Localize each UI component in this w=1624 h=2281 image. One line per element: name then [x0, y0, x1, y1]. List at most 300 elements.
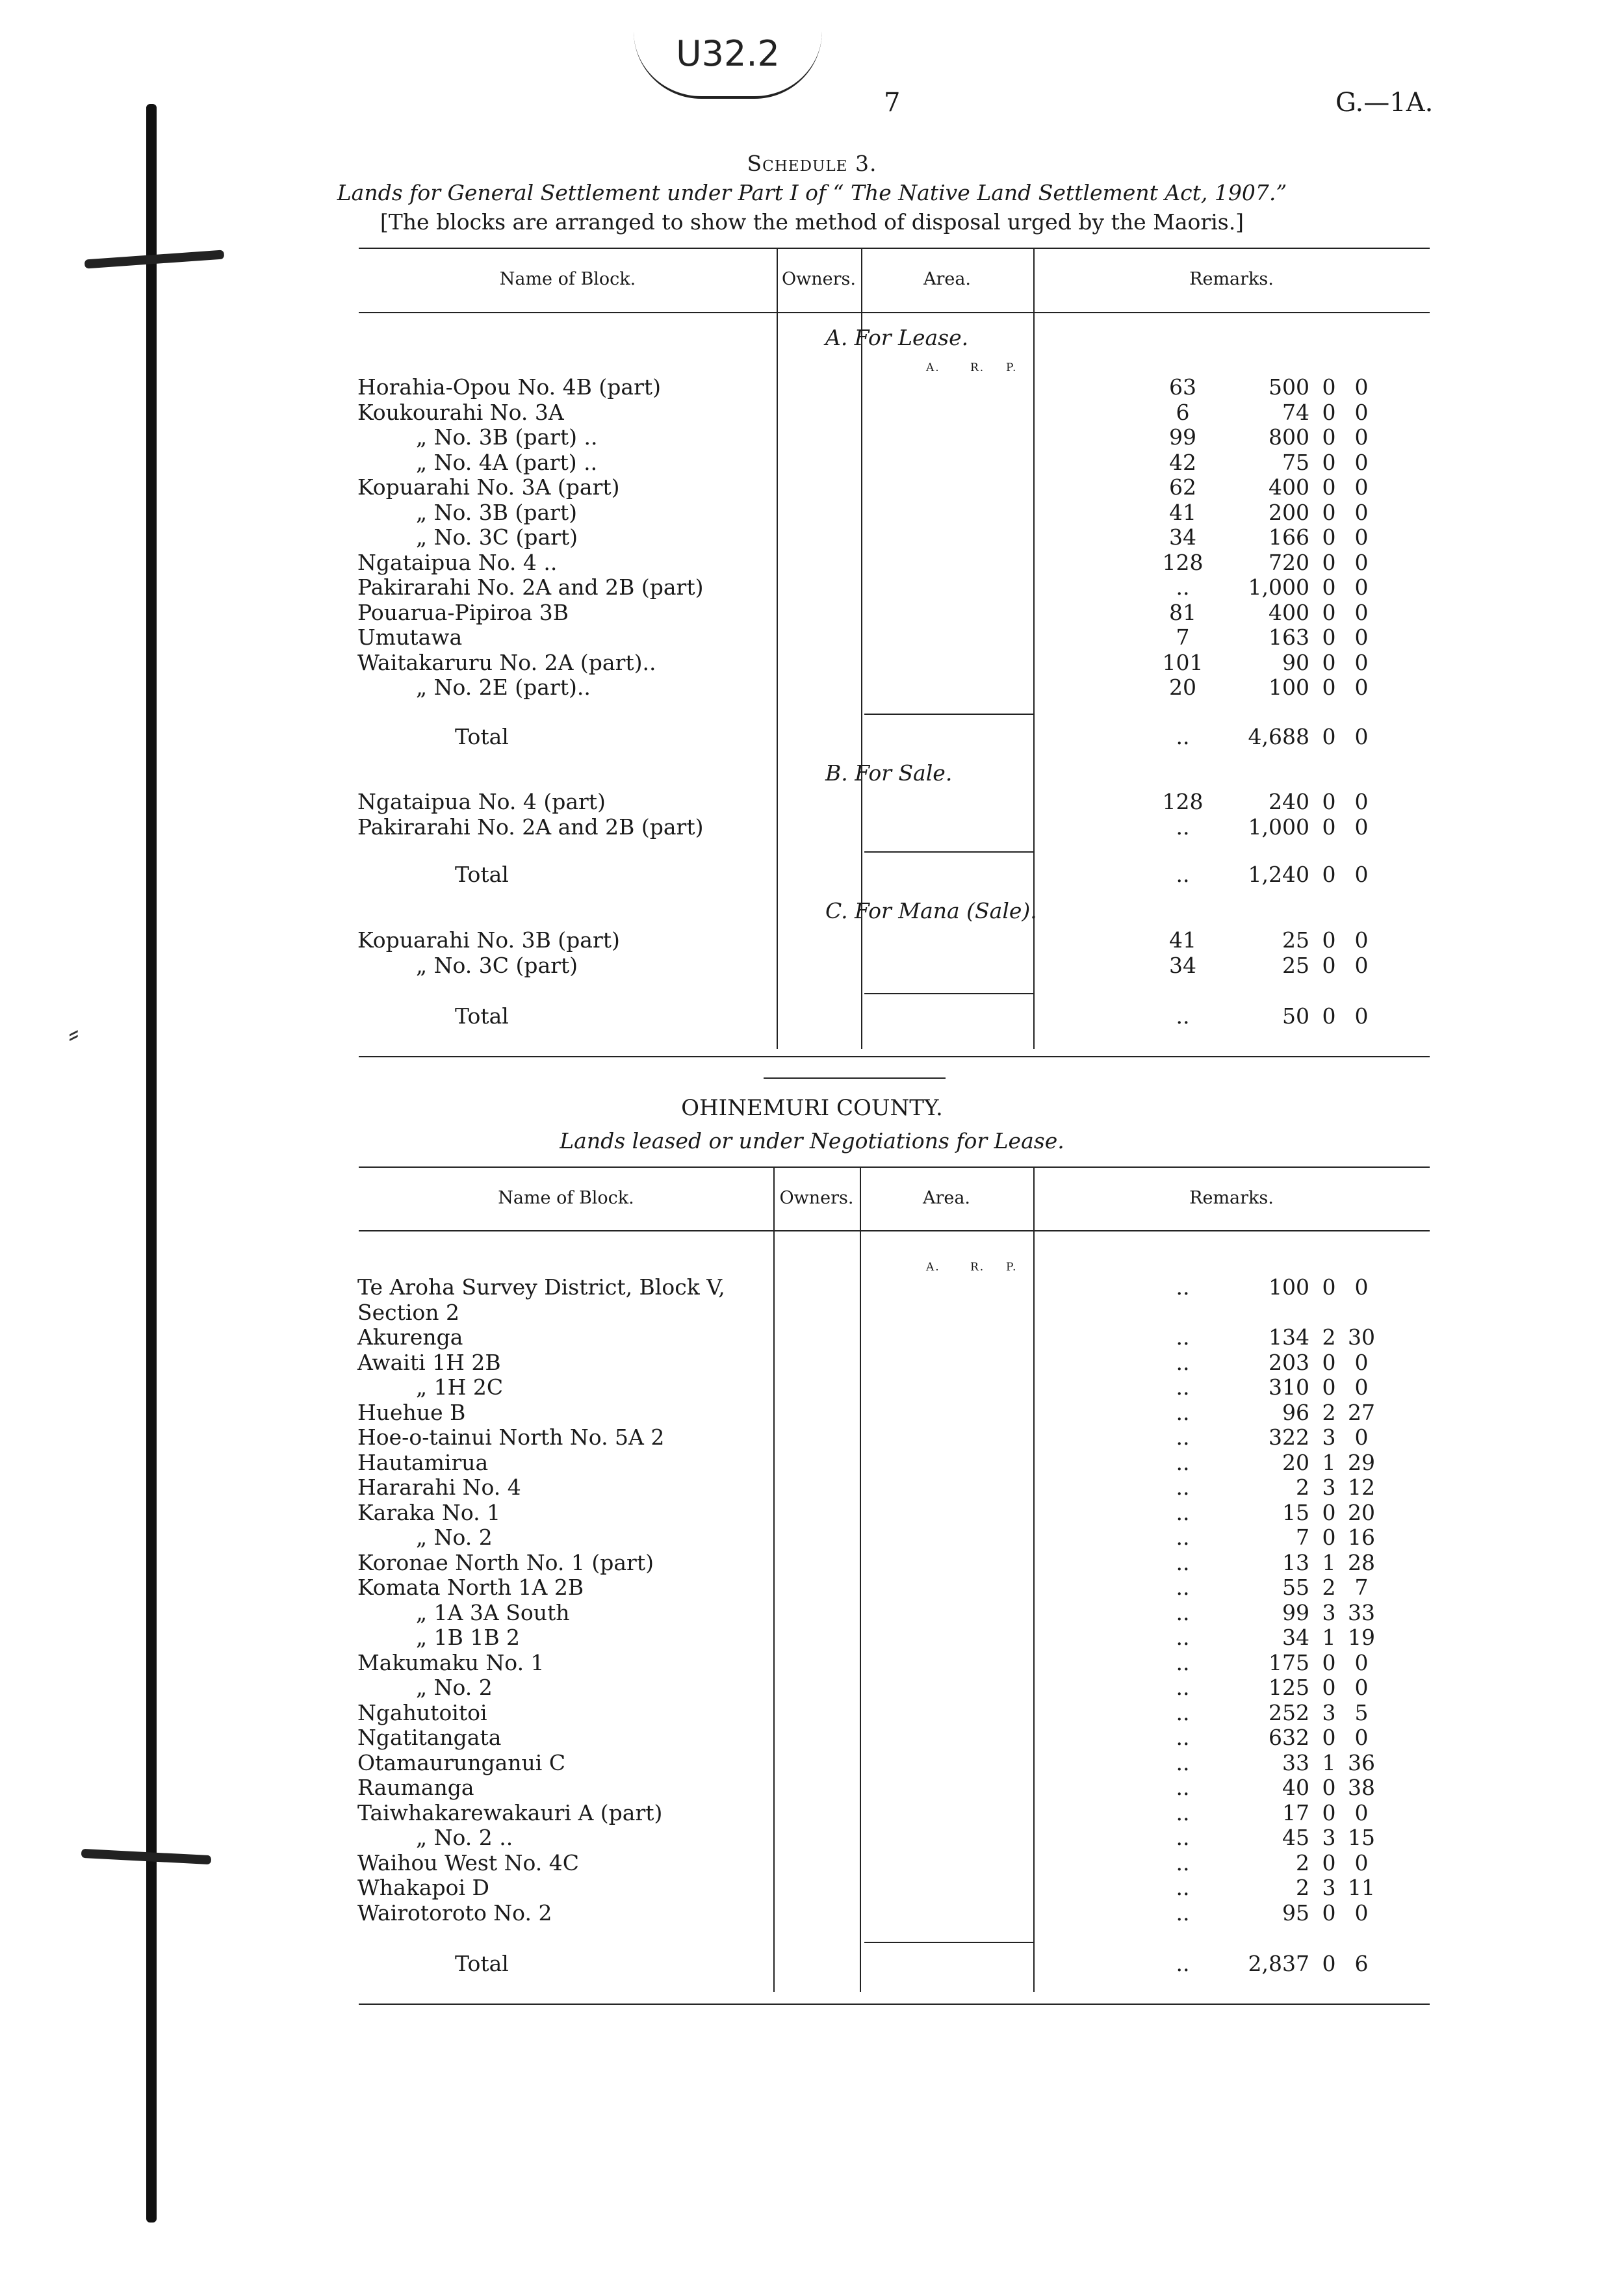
- block-name: Total: [455, 1003, 509, 1029]
- column-rule: [1033, 1166, 1035, 1992]
- area-p-cell: 6: [1354, 1951, 1369, 1976]
- table-row: [357, 449, 1369, 475]
- block-name: Umutawa: [357, 625, 463, 650]
- owners-cell: ..: [1176, 862, 1190, 887]
- area-r-cell: 0: [1322, 549, 1336, 575]
- header-owners: Owners.: [782, 269, 856, 289]
- owners-cell: ..: [1176, 1003, 1190, 1029]
- area-a-cell: 33: [1282, 1749, 1309, 1775]
- area-p-cell: 0: [1354, 789, 1369, 814]
- area-r-cell: 1: [1322, 1749, 1336, 1775]
- area-p-cell: 27: [1348, 1399, 1375, 1425]
- schedule-subtitle: Lands for General Settlement under Part I of “ The Native Land Settlement Act, 1907.”: [337, 180, 1287, 205]
- block-name: Ngatitangata: [357, 1725, 502, 1750]
- table-row: [357, 1575, 1369, 1600]
- area-p-cell: 0: [1354, 599, 1369, 625]
- page-number: 7: [884, 88, 901, 118]
- area-a-cell: 1,000: [1248, 814, 1309, 840]
- owners-cell: ..: [1176, 1399, 1190, 1425]
- block-name: Karaka No. 1: [357, 1499, 501, 1525]
- owners-cell: ..: [1176, 1699, 1190, 1725]
- table-row: [357, 1825, 1375, 1850]
- block-name: Total: [455, 862, 509, 887]
- area-a-cell: 163: [1269, 625, 1309, 650]
- table-row: [357, 599, 1369, 625]
- archive-stamp: U32.2: [634, 31, 822, 99]
- area-a-cell: 75: [1282, 449, 1309, 475]
- header-area: Area.: [923, 269, 972, 289]
- area-r-cell: 0: [1322, 424, 1336, 450]
- total-row: [357, 862, 1369, 887]
- area-r-cell: 0: [1322, 814, 1336, 840]
- owners-cell: ..: [1176, 1675, 1190, 1700]
- owners-cell: ..: [1176, 1799, 1190, 1825]
- schedule-label: Schedule 3.: [747, 151, 877, 176]
- area-r-cell: 0: [1322, 1951, 1336, 1976]
- area-p-cell: 0: [1354, 1349, 1369, 1375]
- area-p-cell: 0: [1354, 649, 1369, 675]
- block-name: „ 1B 1B 2: [416, 1625, 521, 1650]
- owners-cell: ..: [1176, 1324, 1190, 1350]
- owners-cell: 34: [1169, 524, 1196, 550]
- table-rule: [359, 1230, 1430, 1231]
- margin-scribble: ⸗: [68, 1014, 79, 1051]
- table-row: [357, 1799, 1369, 1825]
- block-name: Te Aroha Survey District, Block V,: [357, 1274, 725, 1300]
- area-p-cell: 20: [1348, 1499, 1375, 1525]
- table-row: [357, 1675, 1369, 1700]
- area-p-cell: 0: [1354, 1424, 1369, 1450]
- owners-cell: 20: [1169, 675, 1196, 700]
- area-p-cell: 0: [1354, 1675, 1369, 1700]
- area-p-cell: 0: [1354, 952, 1369, 978]
- schedule-note: [The blocks are arranged to show the method of disposal urged by the Maoris.]: [380, 209, 1244, 235]
- table-row: [357, 574, 1369, 600]
- area-r-cell: 0: [1322, 625, 1336, 650]
- area-r-cell: 0: [1322, 952, 1336, 978]
- area-p-cell: 30: [1348, 1324, 1375, 1350]
- owners-cell: 101: [1162, 649, 1204, 675]
- county-header-remarks: Remarks.: [1189, 1188, 1274, 1208]
- block-name: Whakapoi D: [357, 1875, 490, 1900]
- owners-cell: ..: [1176, 1475, 1190, 1500]
- binding-spine: [146, 104, 157, 2223]
- table-row: [357, 649, 1369, 675]
- area-a-cell: 400: [1269, 599, 1309, 625]
- block-name: Kopuarahi No. 3A (part): [357, 474, 620, 500]
- subtotal-rule: [864, 993, 1033, 994]
- table-rule: [359, 1166, 1430, 1168]
- block-name: Komata North 1A 2B: [357, 1575, 584, 1600]
- block-name: Total: [455, 724, 509, 749]
- total-row: [357, 1003, 1369, 1029]
- total-row: [357, 724, 1369, 749]
- table-row: [357, 1274, 1369, 1300]
- block-name: „ No. 2E (part)..: [416, 675, 591, 700]
- table-row: [357, 1749, 1375, 1775]
- table-row: [357, 1349, 1369, 1375]
- area-a-cell: 100: [1269, 675, 1309, 700]
- area-r-cell: 3: [1322, 1875, 1336, 1900]
- block-name: Huehue B: [357, 1399, 466, 1425]
- block-name: Koukourahi No. 3A: [357, 399, 564, 425]
- area-p-cell: 0: [1354, 449, 1369, 475]
- subtotal-rule: [864, 714, 1033, 715]
- area-p-cell: 33: [1348, 1599, 1375, 1625]
- area-r-cell: 0: [1322, 1003, 1336, 1029]
- area-a-cell: 4,688: [1248, 724, 1309, 749]
- subtotal-rule: [864, 851, 1033, 853]
- block-name: „ 1H 2C: [416, 1374, 504, 1400]
- table-row: [357, 1300, 1033, 1325]
- owners-cell: 81: [1169, 599, 1196, 625]
- table-row: [357, 1875, 1375, 1900]
- block-name: Horahia-Opou No. 4B (part): [357, 374, 661, 400]
- area-r-cell: 0: [1322, 574, 1336, 600]
- area-a-cell: 310: [1269, 1374, 1309, 1400]
- area-r-cell: 0: [1322, 789, 1336, 814]
- unit-a: A.: [926, 361, 940, 374]
- table-row: [357, 675, 1369, 700]
- table-row: [357, 1374, 1369, 1400]
- block-name: Pakirarahi No. 2A and 2B (part): [357, 814, 704, 840]
- owners-cell: ..: [1176, 1575, 1190, 1600]
- table-row: [357, 474, 1369, 500]
- area-a-cell: 252: [1269, 1699, 1309, 1725]
- area-p-cell: 0: [1354, 927, 1369, 953]
- area-p-cell: 0: [1354, 625, 1369, 650]
- table-rule: [359, 248, 1430, 249]
- county-header-owners: Owners.: [779, 1188, 854, 1208]
- owners-cell: ..: [1176, 1649, 1190, 1675]
- table-rule: [359, 312, 1430, 313]
- area-a-cell: 720: [1269, 549, 1309, 575]
- owners-cell: 42: [1169, 449, 1196, 475]
- area-p-cell: 0: [1354, 1900, 1369, 1926]
- area-p-cell: 0: [1354, 549, 1369, 575]
- area-r-cell: 0: [1322, 1374, 1336, 1400]
- section-b-heading: B. For Sale.: [825, 760, 953, 786]
- owners-cell: ..: [1176, 1599, 1190, 1625]
- area-p-cell: 29: [1348, 1449, 1375, 1475]
- area-a-cell: 13: [1282, 1549, 1309, 1575]
- area-a-cell: 800: [1269, 424, 1309, 450]
- block-name: Ngahutoitoi: [357, 1699, 487, 1725]
- area-r-cell: 0: [1322, 524, 1336, 550]
- block-name: Hararahi No. 4: [357, 1475, 521, 1500]
- area-r-cell: 0: [1322, 1775, 1336, 1800]
- area-a-cell: 25: [1282, 927, 1309, 953]
- area-p-cell: 19: [1348, 1625, 1375, 1650]
- subtotal-rule: [864, 1942, 1033, 1943]
- area-a-cell: 40: [1282, 1775, 1309, 1800]
- area-p-cell: 7: [1354, 1575, 1369, 1600]
- area-p-cell: 36: [1348, 1749, 1375, 1775]
- area-p-cell: 0: [1354, 1799, 1369, 1825]
- area-r-cell: 0: [1322, 374, 1336, 400]
- area-a-cell: 7: [1296, 1525, 1309, 1550]
- header-remarks: Remarks.: [1189, 269, 1274, 289]
- area-p-cell: 0: [1354, 1649, 1369, 1675]
- county-header-name: Name of Block.: [498, 1188, 634, 1208]
- county-subtitle: Lands leased or under Negotiations for Lease.: [560, 1128, 1064, 1153]
- block-name: Otamaurunganui C: [357, 1749, 566, 1775]
- table-row: [357, 1849, 1369, 1875]
- section-c-heading: C. For Mana (Sale).: [825, 898, 1037, 923]
- area-a-cell: 74: [1282, 399, 1309, 425]
- area-p-cell: 5: [1354, 1699, 1369, 1725]
- area-a-cell: 100: [1269, 1274, 1309, 1300]
- area-a-cell: 34: [1282, 1625, 1309, 1650]
- area-p-cell: 0: [1354, 675, 1369, 700]
- section-divider: [764, 1077, 946, 1079]
- county-unit-p: P.: [1006, 1261, 1018, 1274]
- area-p-cell: 0: [1354, 574, 1369, 600]
- area-p-cell: 0: [1354, 399, 1369, 425]
- area-p-cell: 0: [1354, 814, 1369, 840]
- area-a-cell: 2,837: [1248, 1951, 1309, 1976]
- area-a-cell: 2: [1296, 1849, 1309, 1875]
- owners-cell: ..: [1176, 1749, 1190, 1775]
- area-r-cell: 0: [1322, 1499, 1336, 1525]
- table-rule: [359, 1056, 1430, 1057]
- area-a-cell: 240: [1269, 789, 1309, 814]
- table-row: [357, 524, 1369, 550]
- owners-cell: ..: [1176, 1499, 1190, 1525]
- area-r-cell: 3: [1322, 1424, 1336, 1450]
- table-row: [357, 1525, 1375, 1550]
- table-row: [357, 1549, 1375, 1575]
- area-a-cell: 200: [1269, 499, 1309, 525]
- table-row: [357, 814, 1369, 840]
- owners-cell: ..: [1176, 814, 1190, 840]
- block-name: Makumaku No. 1: [357, 1649, 545, 1675]
- block-name: Taiwhakarewakauri A (part): [357, 1799, 663, 1825]
- owners-cell: ..: [1176, 1900, 1190, 1926]
- owners-cell: ..: [1176, 1849, 1190, 1875]
- area-p-cell: 15: [1348, 1825, 1375, 1850]
- owners-cell: 99: [1169, 424, 1196, 450]
- column-rule: [1033, 248, 1035, 1049]
- block-name: Raumanga: [357, 1775, 474, 1800]
- block-name: Koronae North No. 1 (part): [357, 1549, 654, 1575]
- owners-cell: ..: [1176, 1424, 1190, 1450]
- area-a-cell: 175: [1269, 1649, 1309, 1675]
- area-r-cell: 0: [1322, 499, 1336, 525]
- table-row: [357, 1449, 1375, 1475]
- table-row: [357, 1725, 1369, 1750]
- area-r-cell: 0: [1322, 862, 1336, 887]
- county-title: OHINEMURI COUNTY.: [681, 1095, 943, 1121]
- area-a-cell: 400: [1269, 474, 1309, 500]
- county-unit-r: R.: [970, 1261, 985, 1274]
- block-name: Waihou West No. 4C: [357, 1849, 579, 1875]
- county-unit-a: A.: [926, 1261, 940, 1274]
- block-name: Ngataipua No. 4 ..: [357, 549, 558, 575]
- area-a-cell: 17: [1282, 1799, 1309, 1825]
- area-p-cell: 0: [1354, 474, 1369, 500]
- owners-cell: ..: [1176, 1549, 1190, 1575]
- area-r-cell: 0: [1322, 474, 1336, 500]
- area-p-cell: 0: [1354, 1725, 1369, 1750]
- area-p-cell: 0: [1354, 524, 1369, 550]
- unit-p: P.: [1006, 361, 1018, 374]
- block-name: Total: [455, 1951, 509, 1976]
- block-name: „ No. 2 ..: [416, 1825, 513, 1850]
- owners-cell: 34: [1169, 952, 1196, 978]
- area-r-cell: 0: [1322, 1799, 1336, 1825]
- area-a-cell: 90: [1282, 649, 1309, 675]
- table-row: [357, 424, 1369, 450]
- table-row: [357, 549, 1369, 575]
- area-p-cell: 11: [1348, 1875, 1375, 1900]
- table-row: [357, 1625, 1375, 1650]
- total-row: [357, 1951, 1369, 1976]
- table-row: [357, 1699, 1369, 1725]
- area-a-cell: 500: [1269, 374, 1309, 400]
- area-a-cell: 125: [1269, 1675, 1309, 1700]
- table-rule: [359, 2004, 1430, 2005]
- block-name: Awaiti 1H 2B: [357, 1349, 501, 1375]
- area-a-cell: 45: [1282, 1825, 1309, 1850]
- block-name: „ No. 4A (part) ..: [416, 449, 598, 475]
- area-a-cell: 2: [1296, 1875, 1309, 1900]
- area-p-cell: 0: [1354, 424, 1369, 450]
- block-name: Waitakaruru No. 2A (part)..: [357, 649, 656, 675]
- area-r-cell: 0: [1322, 1725, 1336, 1750]
- table-row: [357, 399, 1369, 425]
- area-r-cell: 0: [1322, 1649, 1336, 1675]
- block-name: Akurenga: [357, 1324, 463, 1350]
- block-name: Section 2: [357, 1299, 460, 1325]
- area-r-cell: 0: [1322, 599, 1336, 625]
- owners-cell: ..: [1176, 1525, 1190, 1550]
- area-r-cell: 0: [1322, 1274, 1336, 1300]
- area-r-cell: 1: [1322, 1625, 1336, 1650]
- area-p-cell: 0: [1354, 499, 1369, 525]
- block-name: „ No. 2: [416, 1525, 493, 1550]
- block-name: Hoe-o-tainui North No. 5A 2: [357, 1424, 665, 1450]
- area-a-cell: 134: [1269, 1324, 1309, 1350]
- area-r-cell: 1: [1322, 1449, 1336, 1475]
- area-r-cell: 0: [1322, 724, 1336, 749]
- owners-cell: 62: [1169, 474, 1196, 500]
- area-a-cell: 15: [1282, 1499, 1309, 1525]
- owners-cell: ..: [1176, 1775, 1190, 1800]
- area-p-cell: 0: [1354, 374, 1369, 400]
- table-row: [357, 789, 1369, 814]
- table-row: [357, 952, 1369, 978]
- area-r-cell: 2: [1322, 1324, 1336, 1350]
- area-p-cell: 0: [1354, 862, 1369, 887]
- table-row: [357, 499, 1369, 525]
- document-reference: G.—1A.: [1335, 88, 1434, 118]
- area-a-cell: 166: [1269, 524, 1309, 550]
- block-name: Ngataipua No. 4 (part): [357, 789, 606, 814]
- area-r-cell: 0: [1322, 927, 1336, 953]
- area-a-cell: 25: [1282, 952, 1309, 978]
- area-r-cell: 0: [1322, 1525, 1336, 1550]
- table-row: [357, 1399, 1375, 1425]
- block-name: „ No. 3C (part): [416, 952, 578, 978]
- area-r-cell: 0: [1322, 1849, 1336, 1875]
- owners-cell: 41: [1169, 927, 1196, 953]
- area-p-cell: 16: [1348, 1525, 1375, 1550]
- owners-cell: ..: [1176, 1349, 1190, 1375]
- block-name: „ No. 3B (part) ..: [416, 424, 598, 450]
- area-a-cell: 1,000: [1248, 574, 1309, 600]
- owners-cell: 128: [1162, 549, 1204, 575]
- area-r-cell: 2: [1322, 1399, 1336, 1425]
- owners-cell: 7: [1176, 625, 1190, 650]
- block-name: Pakirarahi No. 2A and 2B (part): [357, 574, 704, 600]
- county-header-area: Area.: [922, 1188, 971, 1208]
- area-a-cell: 50: [1282, 1003, 1309, 1029]
- area-a-cell: 322: [1269, 1424, 1309, 1450]
- owners-cell: 128: [1162, 789, 1204, 814]
- unit-r: R.: [970, 361, 985, 374]
- owners-cell: ..: [1176, 1725, 1190, 1750]
- owners-cell: ..: [1176, 1449, 1190, 1475]
- area-a-cell: 203: [1269, 1349, 1309, 1375]
- table-row: [357, 1649, 1369, 1675]
- owners-cell: ..: [1176, 1374, 1190, 1400]
- table-row: [357, 1599, 1375, 1625]
- block-name: Wairotoroto No. 2: [357, 1900, 552, 1926]
- area-p-cell: 38: [1348, 1775, 1375, 1800]
- area-r-cell: 0: [1322, 649, 1336, 675]
- table-row: [357, 374, 1369, 400]
- area-a-cell: 95: [1282, 1900, 1309, 1926]
- area-r-cell: 0: [1322, 1900, 1336, 1926]
- area-r-cell: 0: [1322, 449, 1336, 475]
- owners-cell: ..: [1176, 1274, 1190, 1300]
- area-r-cell: 0: [1322, 399, 1336, 425]
- area-a-cell: 20: [1282, 1449, 1309, 1475]
- area-a-cell: 2: [1296, 1475, 1309, 1500]
- owners-cell: 63: [1169, 374, 1196, 400]
- area-r-cell: 3: [1322, 1599, 1336, 1625]
- area-r-cell: 0: [1322, 1675, 1336, 1700]
- table-row: [357, 1475, 1375, 1500]
- table-row: [357, 1775, 1375, 1800]
- table-row: [357, 625, 1369, 650]
- block-name: Pouarua-Pipiroa 3B: [357, 599, 569, 625]
- area-p-cell: 12: [1348, 1475, 1375, 1500]
- section-a-heading: A. For Lease.: [825, 325, 969, 350]
- block-name: „ 1A 3A South: [416, 1599, 570, 1625]
- area-r-cell: 3: [1322, 1699, 1336, 1725]
- area-a-cell: 1,240: [1248, 862, 1309, 887]
- area-a-cell: 55: [1282, 1575, 1309, 1600]
- owners-cell: ..: [1176, 1825, 1190, 1850]
- area-p-cell: 28: [1348, 1549, 1375, 1575]
- area-p-cell: 0: [1354, 1003, 1369, 1029]
- block-name: Kopuarahi No. 3B (part): [357, 927, 620, 953]
- block-name: „ No. 3C (part): [416, 524, 578, 550]
- area-r-cell: 3: [1322, 1475, 1336, 1500]
- table-row: [357, 1424, 1369, 1450]
- area-r-cell: 1: [1322, 1549, 1336, 1575]
- area-r-cell: 3: [1322, 1825, 1336, 1850]
- owners-cell: 6: [1176, 399, 1190, 425]
- area-a-cell: 96: [1282, 1399, 1309, 1425]
- owners-cell: 41: [1169, 499, 1196, 525]
- area-r-cell: 0: [1322, 1349, 1336, 1375]
- block-name: „ No. 3B (part): [416, 499, 578, 525]
- owners-cell: ..: [1176, 574, 1190, 600]
- area-r-cell: 2: [1322, 1575, 1336, 1600]
